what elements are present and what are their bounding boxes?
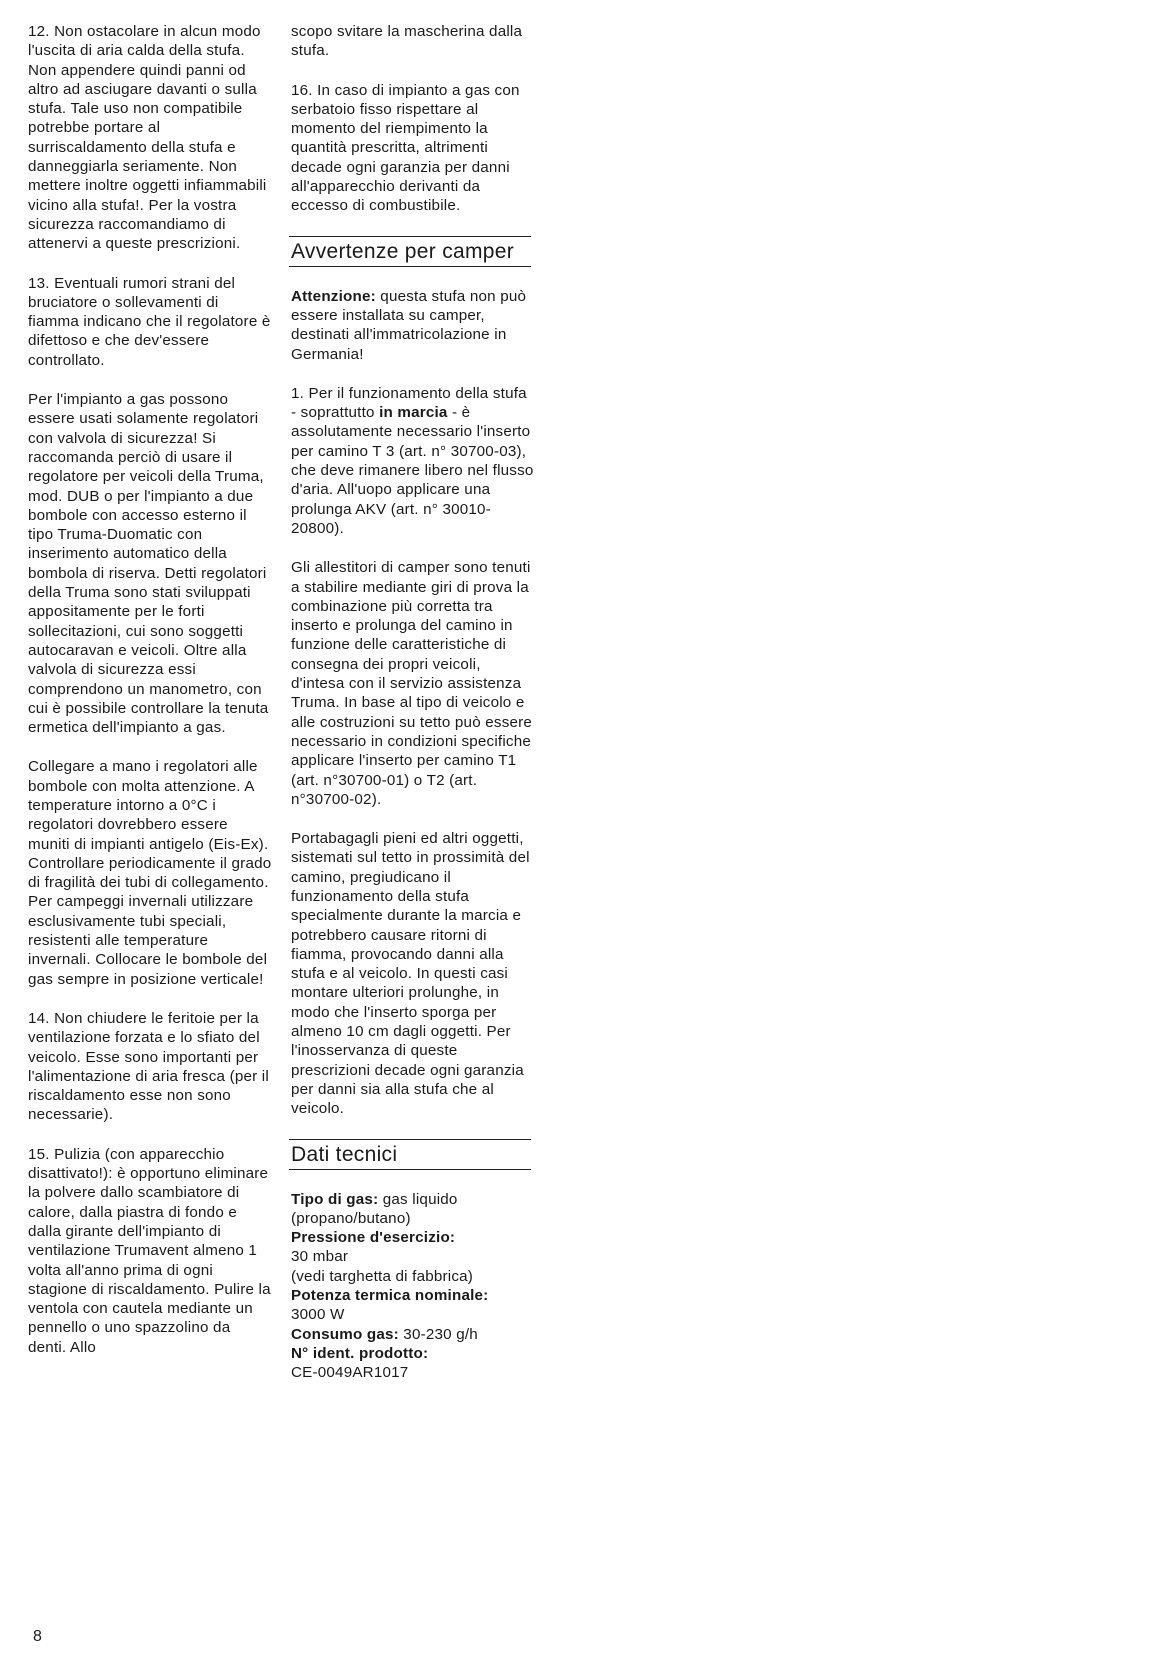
paragraph-15: 15. Pulizia (con apparecchio disattivato!): è opportuno eliminare la polvere dallo scambiatore di calore, dalla piastra di fondo e dalla girante dell'impianto di ventilazione Trumavent almeno 1 volta all'anno prima di ogni stagione di riscaldamento. Pulire la ventola con cautela mediante un pennello o uno spazzolino da denti. Allo [28,1145,271,1356]
section-title-camper: Avvertenze per camper [291,239,515,263]
attention-text: questa stufa non può essere installata su camper, destinati all'immatricolazione in Germania! [291,287,527,363]
p1-bold: in marcia [379,404,448,422]
paragraph-attention [291,287,536,364]
tech-consumption [291,1325,536,1344]
paragraph-16: 16. In caso di impianto a gas con serbatoio fisso rispettare al momento del riempimento la quantità prescritta, altrimenti decade ogni garanzia per danni all'apparecchio derivanti da eccesso di combustibile. [291,81,520,215]
section-camper-heading [289,236,531,267]
tech-consumption-label: Consumo gas: [291,1325,399,1343]
tech-pressure-label: Pressione d'esercizio: [291,1229,456,1247]
left-column [28,22,273,1377]
technical-data [291,1190,536,1383]
paragraph-gas-regulators: Per l'impianto a gas possono essere usati solamente regolatori con valvola di sicurezza! Si raccomanda perciò di usare il regolatore per veicoli della Truma, mod. DUB o per l'impianto a due bombole con accesso esterno il tipo Truma-Duomatic con inserimento automatico della bombola di riserva. Detti regolatori della Truma sono stati sviluppati appositamente per le forti sollecitazioni, cui sono soggetti autocaravan e veicoli. Oltre alla valvola di sicurezza essi comprendono un manometro, con cui è possibile controllare la tenuta ermetica dell'impianto a gas. [28,391,269,737]
tech-id-value: CE-0049AR1017 [291,1364,409,1382]
tech-gas-value: gas liquido (propano/butano) [291,1190,458,1227]
section-tech-heading [289,1139,531,1170]
paragraph-12: 12. Non ostacolare in alcun modo l'uscita di aria calda della stufa. Non appendere quindi panni od altro ad asciugare davanti o sulla stufa. Tale uso non compatibile potrebbe portare al surriscaldamento della stufa e danneggiarla seriamente. Non mettere inoltre oggetti infiammabili vicino alla stufa!. Per la vostra sicurezza raccomandiamo di attenervi a queste prescrizioni. [28,23,267,253]
tech-power-label: Potenza termica nominale: [291,1287,489,1305]
tech-id-label: N° ident. prodotto: [291,1344,429,1362]
paragraph-connect-regulators: Collegare a mano i regolatori alle bombole con molta attenzione. A temperature intorno a 0°C i regolatori dovrebbero essere muniti di impianti antigelo (Eis-Ex). Controllare periodicamente il grado di fragilità dei tubi di collegamento. Per campeggi invernali utilizzare esclusivamente tubi speciali, resistenti alle temperature invernali. Collocare le bombole del gas sempre in posizione verticale! [28,758,272,988]
paragraph-1-camper [291,384,536,538]
tech-consumption-value: 30-230 g/h [398,1325,478,1343]
tech-gas-type [291,1190,536,1229]
p1-text-b: - è assolutamente necessario l'inserto per camino T 3 (art. n° 30700-03), che deve rimanere libero nel flusso d'aria. All'uopo applicare una prolunga AKV (art. n° 30010-20800). [291,404,534,537]
attention-label: Attenzione: [291,287,376,305]
paragraph-portabagagli: Portabagagli pieni ed altri oggetti, sistemati sul tetto in prossimità del camino, pregiudicano il funzionamento della stufa specialmente durante la marcia e potrebbero causare ritorni di fiamma, provocando danni alla stufa e al veicolo. In questi casi montare ulteriori prolunghe, in modo che l'inserto sporga per almeno 10 cm dagli oggetti. Per l'inosservanza di queste prescrizioni decade ogni garanzia per danni sia alla stufa che al veicolo. [291,830,530,1118]
tech-power-value: 3000 W [291,1306,345,1324]
paragraph-13: 13. Eventuali rumori strani del bruciatore o sollevamenti di fiamma indicano che il regolatore è difettoso e che dev'essere controllato. [28,274,271,369]
paragraph-14: 14. Non chiudere le feritoie per la ventilazione forzata e lo sfiato del veicolo. Esse sono importanti per l'alimentazione di aria fresca (per il riscaldamento esse non sono necessarie). [28,1009,269,1124]
tech-pressure-value: 30 mbar [291,1248,349,1266]
tech-pressure-note: (vedi targhetta di fabbrica) [291,1267,474,1285]
p1-text-a: 1. Per il funzionamento della stufa - soprattutto [291,384,527,422]
paragraph-allestitori: Gli allestitori di camper sono tenuti a stabilire mediante giri di prova la combinazione più corretta tra inserto e prolunga del camino in funzione delle caratteristiche di consegna dei propri veicoli, d'intesa con il servizio assistenza Truma. In base al tipo di veicolo e alle costruzioni su tetto può essere necessario in condizioni specifiche applicare l'inserto per camino T1 (art. n°30700-01) o T2 (art. n°30700-02). [291,559,533,808]
page-number: 8 [33,1628,42,1645]
tech-gas-label: Tipo di gas: [291,1190,379,1208]
paragraph-15-continuation: scopo svitare la mascherina dalla stufa. [291,23,523,60]
right-column [291,22,536,1403]
section-title-tech: Dati tecnici [291,1142,398,1166]
